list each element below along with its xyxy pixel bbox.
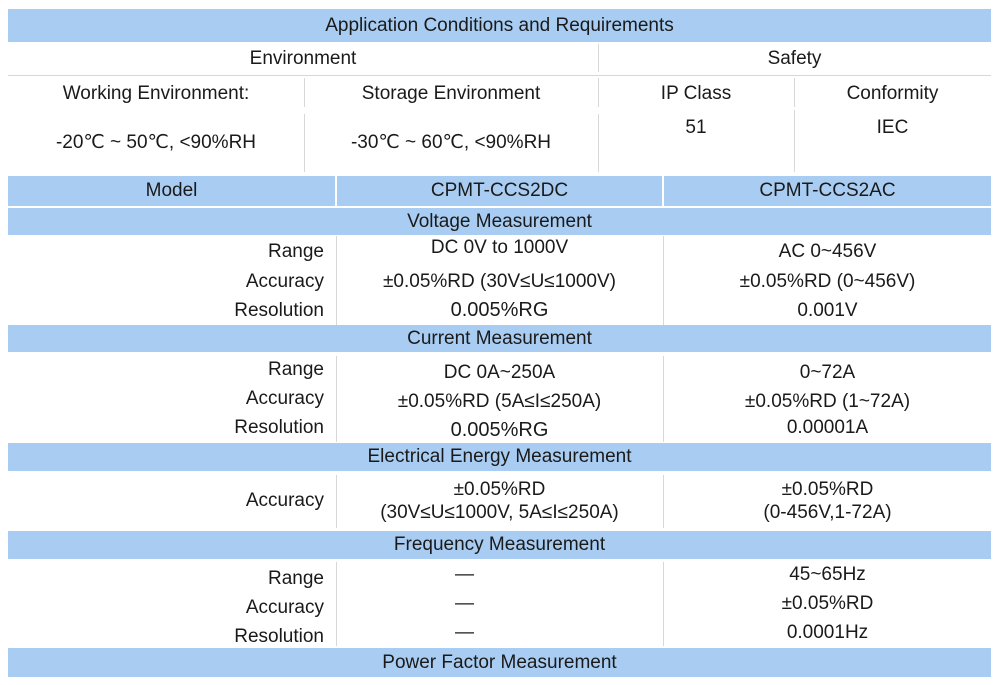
- divider: [598, 78, 599, 107]
- conformity-header: Conformity: [846, 82, 939, 104]
- environment-label: Environment: [249, 47, 357, 69]
- frequency-accuracy-dc: —: [455, 593, 474, 614]
- safety-label: Safety: [767, 47, 822, 69]
- divider: [663, 236, 664, 325]
- divider: [794, 78, 795, 107]
- frequency-range-ac: 45~65Hz: [789, 564, 866, 585]
- frequency-accuracy-label: Accuracy: [245, 597, 324, 618]
- divider: [598, 114, 599, 172]
- divider: [336, 236, 337, 325]
- current-resolution-dc: 0.005%RG: [450, 418, 549, 441]
- current-accuracy-dc: ±0.05%RD (5A≤I≤250A): [397, 390, 602, 412]
- voltage-range-dc: DC 0V to 1000V: [430, 237, 569, 258]
- current-range-ac: 0~72A: [799, 361, 856, 383]
- frequency-resolution-label: Resolution: [234, 626, 324, 647]
- divider: [663, 475, 664, 528]
- energy-accuracy-dc-line1: ±0.05%RD: [453, 479, 546, 500]
- conformity-value: IEC: [876, 117, 909, 138]
- conditions-title: Application Conditions and Requirements: [8, 9, 991, 42]
- divider: [663, 356, 664, 442]
- voltage-accuracy-label: Accuracy: [245, 270, 324, 292]
- frequency-resolution-dc: —: [455, 622, 474, 643]
- divider: [336, 562, 337, 646]
- divider: [663, 562, 664, 646]
- divider: [8, 75, 991, 76]
- current-resolution-ac: 0.00001A: [786, 416, 869, 438]
- frequency-accuracy-ac: ±0.05%RD: [781, 593, 874, 614]
- frequency-section-title: Frequency Measurement: [8, 531, 991, 559]
- divider: [336, 356, 337, 442]
- divider: [304, 78, 305, 107]
- voltage-accuracy-dc: ±0.05%RD (30V≤U≤1000V): [382, 270, 616, 292]
- voltage-section-title: Voltage Measurement: [8, 208, 991, 235]
- divider: [598, 44, 599, 72]
- storage-environment-header: Storage Environment: [361, 82, 541, 104]
- voltage-resolution-dc: 0.005%RG: [450, 299, 549, 321]
- current-section-title: Current Measurement: [8, 325, 991, 352]
- energy-section-title: Electrical Energy Measurement: [8, 443, 991, 471]
- divider: [794, 110, 795, 172]
- energy-accuracy-ac: [664, 475, 991, 527]
- energy-accuracy-ac-line2: (0-456V,1-72A): [763, 502, 892, 523]
- divider: [304, 114, 305, 172]
- current-resolution-label: Resolution: [234, 416, 324, 438]
- divider: [336, 475, 337, 528]
- energy-accuracy-ac-line1: ±0.05%RD: [781, 479, 874, 500]
- current-range-label: Range: [268, 358, 324, 380]
- voltage-range-label: Range: [268, 240, 324, 262]
- frequency-resolution-ac: 0.0001Hz: [786, 622, 869, 643]
- model-header-dc: CPMT-CCS2DC: [337, 176, 662, 206]
- working-environment-value: -20℃ ~ 50℃, <90%RH: [55, 131, 257, 153]
- storage-environment-value: -30℃ ~ 60℃, <90%RH: [350, 131, 552, 153]
- voltage-resolution-label: Resolution: [234, 300, 324, 321]
- voltage-range-ac: AC 0~456V: [778, 240, 877, 262]
- energy-accuracy-dc: [337, 475, 662, 527]
- current-accuracy-label: Accuracy: [245, 387, 324, 409]
- energy-accuracy-dc-line2: (30V≤U≤1000V, 5A≤I≤250A): [380, 502, 619, 523]
- voltage-accuracy-ac: ±0.05%RD (0~456V): [739, 270, 916, 292]
- frequency-range-label: Range: [268, 568, 324, 589]
- model-header-label: Model: [8, 176, 335, 206]
- working-environment-header: Working Environment:: [62, 82, 250, 104]
- voltage-resolution-ac: 0.001V: [797, 300, 858, 321]
- energy-accuracy-label: Accuracy: [245, 489, 324, 511]
- frequency-range-dc: —: [455, 564, 474, 585]
- power-factor-section-title: Power Factor Measurement: [8, 648, 991, 677]
- current-range-dc: DC 0A~250A: [443, 361, 556, 383]
- model-header-ac: CPMT-CCS2AC: [664, 176, 991, 206]
- current-accuracy-ac: ±0.05%RD (1~72A): [744, 390, 911, 412]
- ip-class-value: 51: [685, 117, 707, 138]
- ip-class-header: IP Class: [660, 82, 732, 104]
